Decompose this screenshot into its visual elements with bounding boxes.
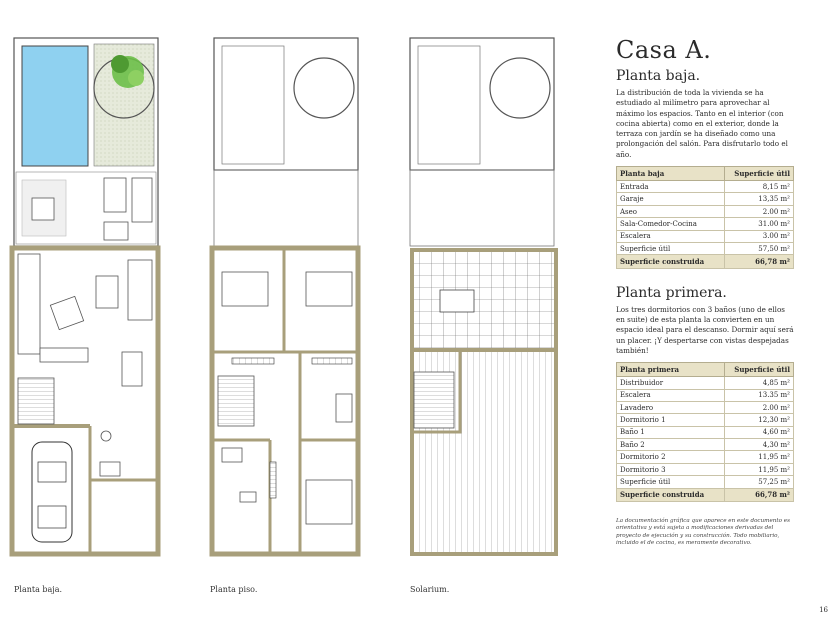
room-area: 13,35 m² [725,193,794,205]
caption-first-plan: Planta piso. [210,585,258,594]
table-row [617,451,794,463]
ground-paragraph: La distribución de toda la vivienda se ha estudiado al milímetro para aprovechar al máximo los espacios. Tanto en el interior (con cocina abierta) como en el exterior, donde la terraza con jardín se ha diseñado como una prolongación del salón. Para disfrutarlo todo el año. [616,88,788,159]
caption-ground-plan: Planta baja. [14,585,63,594]
table-row [617,230,794,242]
first-subtitle: Planta primera. [616,284,727,301]
room-area: 4,60 m² [725,426,794,438]
room-area: 4,85 m² [725,377,794,389]
total-area: 66,78 m² [725,255,794,268]
room-name: Distribuidor [617,377,725,389]
room-name: Dormitorio 3 [617,463,725,475]
room-area: 11,95 m² [725,451,794,463]
room-area: 8,15 m² [725,181,794,193]
solarium-plan [410,38,556,554]
page-number: 16 [819,606,828,614]
table-row [617,181,794,193]
table-row [617,218,794,230]
first-paragraph: Los tres dormitorios con 3 baños (uno de ellos en suite) de esta planta la convierten en un espacio ideal para el descanso. Dormir aquí será un placer. ¡Y despertarse con vistas despejadas también! [616,304,794,355]
pool [22,46,88,166]
room-area: 2.00 m² [725,205,794,217]
first-area-table [616,362,794,502]
room-area: 3.00 m² [725,230,794,242]
room-area: 57,50 m² [725,242,794,254]
page-title: Casa A. [616,36,712,64]
room-name: Superficie útil [617,242,725,254]
room-name: Superficie útil [617,476,725,488]
caption-solarium-plan: Solarium. [410,585,450,594]
room-area: 12,30 m² [725,414,794,426]
table-header-row [617,167,794,181]
room-name: Sala-Comedor-Cocina [617,218,725,230]
description-column [616,30,796,548]
table-row [617,401,794,413]
total-area: 66,78 m² [725,488,794,501]
table-header: Planta baja [617,167,725,181]
room-name: Entrada [617,181,725,193]
disclaimer-note: La documentación gráfica que aparece en este documento es orientativa y está sujeta a modificaciones derivadas del proyecto de ejecución y su construcción. Todo mobiliario, incluido el de cocina, es meramente decorativo. [616,517,790,547]
table-header-row [617,363,794,377]
room-name: Dormitorio 1 [617,414,725,426]
room-name: Lavadero [617,401,725,413]
total-label: Superficie construida [617,488,725,501]
table-row [617,426,794,438]
room-name: Baño 2 [617,439,725,451]
room-name: Escalera [617,230,725,242]
room-area: 2.00 m² [725,401,794,413]
table-row [617,205,794,217]
table-header: Superficie útil [725,167,794,181]
table-row [617,439,794,451]
table-total-row [617,488,794,501]
room-name: Garaje [617,193,725,205]
table-row [617,193,794,205]
table-row [617,463,794,475]
first-floor-plan [212,38,358,554]
room-area: 13.35 m² [725,389,794,401]
table-total-row [617,255,794,268]
ground-subtitle: Planta baja. [616,68,701,84]
room-area: 4,30 m² [725,439,794,451]
ground-area-table [616,166,794,269]
table-row [617,414,794,426]
table-row [617,242,794,254]
total-label: Superficie construida [617,255,725,268]
table-header: Superficie útil [725,363,794,377]
room-area: 11,95 m² [725,463,794,475]
room-name: Baño 1 [617,426,725,438]
table-header: Planta primera [617,363,725,377]
table-row [617,389,794,401]
room-name: Dormitorio 2 [617,451,725,463]
room-area: 57,25 m² [725,476,794,488]
room-name: Escalera [617,389,725,401]
table-row [617,476,794,488]
room-area: 31.00 m² [725,218,794,230]
room-name: Aseo [617,205,725,217]
table-row [617,377,794,389]
ground-floor-plan [12,38,158,554]
